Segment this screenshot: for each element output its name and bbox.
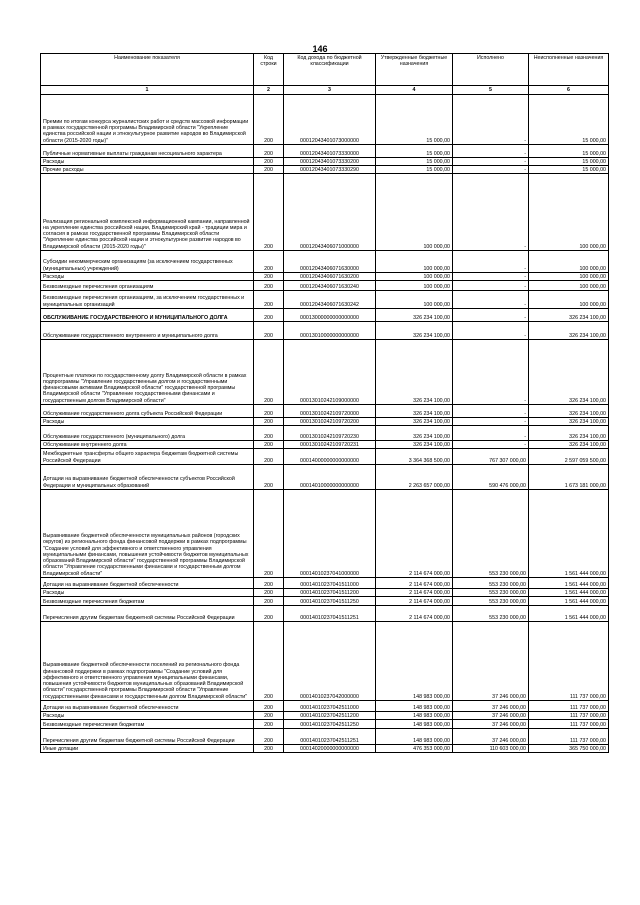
row-income-code: 00014010237042511000 [284,701,376,712]
column-index: 5 [453,86,529,95]
row-approved: 2 114 674 000,00 [376,597,453,606]
table-row [41,490,609,578]
row-line-code: 200 [254,340,284,405]
row-name: Дотации на выравнивание бюджетной обеспеченности [41,701,254,712]
row-approved: 100 000,00 [376,273,453,281]
row-unexecuted: 326 234 100,00 [529,426,609,441]
row-name: Расходы [41,158,254,166]
header-executed: Исполнено [453,54,529,86]
row-executed: - [453,340,529,405]
row-income-code: 00012043406071000000 [284,174,376,251]
row-unexecuted: 326 234 100,00 [529,441,609,449]
row-executed: 553 230 000,00 [453,490,529,578]
row-line-code: 200 [254,745,284,753]
table-row [41,745,609,753]
row-approved: 2 263 657 000,00 [376,465,453,490]
row-executed: 37 246 000,00 [453,622,529,701]
row-unexecuted: 1 673 181 000,00 [529,465,609,490]
row-name: Дотации на выравнивание бюджетной обеспеченности субъектов Российской Федерации и муниципальных образований [41,465,254,490]
row-name: Иные дотации [41,745,254,753]
row-unexecuted: 1 561 444 000,00 [529,490,609,578]
row-line-code: 200 [254,720,284,729]
row-approved: 148 983 000,00 [376,720,453,729]
row-approved: 476 353 000,00 [376,745,453,753]
row-income-code: 00014010237041511250 [284,597,376,606]
row-approved: 148 983 000,00 [376,701,453,712]
row-executed: - [453,251,529,273]
row-unexecuted: 1 561 444 000,00 [529,597,609,606]
row-executed: 553 230 000,00 [453,578,529,589]
row-unexecuted: 111 737 000,00 [529,729,609,745]
row-income-code: 00014010237041000000 [284,490,376,578]
row-approved: 148 983 000,00 [376,729,453,745]
row-line-code: 200 [254,158,284,166]
row-approved: 15 000,00 [376,145,453,158]
table-row [41,145,609,158]
page-number: 146 [312,44,328,54]
row-name: Процентные платежи по государственному долгу Владимирской области в рамках подпрограммы "Управление государственным долгом и государственными финансовыми активами Владимирской области" государственной программы Владимирской области "Управление государственными финансами и государственным долгом Владимирской области" [41,340,254,405]
row-name: Безвозмездные перечисления бюджетам [41,597,254,606]
row-executed: - [453,145,529,158]
row-approved: 2 114 674 000,00 [376,589,453,597]
table-row [41,166,609,174]
row-line-code: 200 [254,174,284,251]
row-name: Расходы [41,589,254,597]
row-income-code: 00013010242109720200 [284,418,376,426]
row-executed: - [453,174,529,251]
table-row [41,578,609,589]
row-income-code: 00012043401073330000 [284,145,376,158]
row-name: Субсидии некоммерческим организациям (за исключением государственных (муниципальных) учреждений) [41,251,254,273]
row-name: Расходы [41,712,254,720]
row-income-code: 00012043401073000000 [284,95,376,145]
table-row [41,251,609,273]
row-income-code: 00012043406071630200 [284,273,376,281]
row-name: Межбюджетные трансферты общего характера бюджетам бюджетной системы Российской Федерации [41,449,254,465]
row-executed: 37 246 000,00 [453,729,529,745]
row-line-code: 200 [254,281,284,291]
row-income-code: 00014010237041511251 [284,606,376,622]
row-name: Безвозмездные перечисления организациям [41,281,254,291]
row-line-code: 200 [254,95,284,145]
row-executed: 590 476 000,00 [453,465,529,490]
row-line-code: 200 [254,701,284,712]
table-row [41,405,609,418]
row-unexecuted: 111 737 000,00 [529,712,609,720]
row-approved: 2 114 674 000,00 [376,606,453,622]
row-name: Обслуживание государственного внутреннего и муниципального долга [41,322,254,340]
table-row [41,418,609,426]
row-name: Перечисления другим бюджетам бюджетной системы Российской Федерации [41,729,254,745]
header-unexecuted: Неисполненные назначения [529,54,609,86]
row-unexecuted: 15 000,00 [529,95,609,145]
row-approved: 15 000,00 [376,95,453,145]
row-executed: - [453,291,529,309]
row-executed: - [453,273,529,281]
table-row [41,273,609,281]
row-approved: 100 000,00 [376,251,453,273]
row-line-code: 200 [254,251,284,273]
row-approved: 148 983 000,00 [376,622,453,701]
row-executed: 767 307 000,00 [453,449,529,465]
row-name: Расходы [41,273,254,281]
row-executed: - [453,322,529,340]
row-approved: 326 234 100,00 [376,426,453,441]
row-name: Обслуживание государственного долга субъекта Российской Федерации [41,405,254,418]
row-line-code: 200 [254,418,284,426]
row-line-code: 200 [254,273,284,281]
row-line-code: 200 [254,449,284,465]
row-executed: 553 230 000,00 [453,606,529,622]
row-executed: 553 230 000,00 [453,597,529,606]
row-name: Перечисления другим бюджетам бюджетной системы Российской Федерации [41,606,254,622]
header-approved: Утвержденные бюджетные назначения [376,54,453,86]
header-income-code: Код дохода по бюджетной классификации [284,54,376,86]
row-income-code: 00014010237042511200 [284,712,376,720]
table-row [41,426,609,441]
row-line-code: 200 [254,465,284,490]
row-executed: 37 246 000,00 [453,712,529,720]
row-approved: 148 983 000,00 [376,712,453,720]
row-unexecuted: 326 234 100,00 [529,418,609,426]
row-approved: 3 364 368 500,00 [376,449,453,465]
row-executed: - [453,166,529,174]
row-line-code: 200 [254,606,284,622]
table-row [41,340,609,405]
row-line-code: 200 [254,291,284,309]
row-line-code: 200 [254,322,284,340]
row-name: Реализация региональной комплексной информационной кампании, направленной на укрепление единства российской нации, Владимирский край - традиции мира и согласия в рамках государственной программы Владимирской области "Укрепление единства российской нации и этнокультурное развитие народов во Владимирской области (2015-2020 годы)" [41,174,254,251]
row-approved: 100 000,00 [376,281,453,291]
table-row [41,441,609,449]
row-name: Обслуживание государственного (муниципального) долга [41,426,254,441]
column-index-row [41,86,609,95]
row-income-code: 00013010000000000000 [284,322,376,340]
table-row [41,174,609,251]
table-row [41,606,609,622]
row-unexecuted: 111 737 000,00 [529,701,609,712]
row-unexecuted: 15 000,00 [529,158,609,166]
row-line-code: 200 [254,622,284,701]
row-income-code: 00012043401073330290 [284,166,376,174]
row-unexecuted: 365 750 000,00 [529,745,609,753]
row-unexecuted: 15 000,00 [529,166,609,174]
row-line-code: 200 [254,490,284,578]
row-approved: 100 000,00 [376,291,453,309]
row-income-code: 00014010237042511251 [284,729,376,745]
row-line-code: 200 [254,597,284,606]
row-unexecuted: 326 234 100,00 [529,340,609,405]
row-income-code: 00012043406071630000 [284,251,376,273]
row-name: Выравнивание бюджетной обеспеченности поселений из регионального фонда финансовой поддержки в рамках подпрограммы "Создание условий для эффективного и ответственного управления муниципальными финансами, повышения устойчивости бюджетов муниципальных образований Владимирской области" государственной программы Владимирской области "Управление государственными финансами и государственным долгом Владимирской области" [41,622,254,701]
header-row [41,54,609,86]
row-name: Обслуживание внутреннего долга [41,441,254,449]
row-unexecuted: 2 597 059 500,00 [529,449,609,465]
table-row [41,701,609,712]
row-executed: - [453,309,529,322]
row-name: Премии по итогам конкурса журналистских работ и средств массовой информации в рамках государственной программы Владимирской области "Укрепление единства российской нации и этнокультурное развитие народов во Владимирской области (2015-2020 годы)" [41,95,254,145]
row-income-code: 00014010237042511250 [284,720,376,729]
row-executed: - [453,281,529,291]
row-income-code: 00013010242109720230 [284,426,376,441]
row-name: Безвозмездные перечисления бюджетам [41,720,254,729]
row-unexecuted: 326 234 100,00 [529,322,609,340]
row-income-code: 00014010000000000000 [284,465,376,490]
table-row [41,729,609,745]
row-line-code: 200 [254,309,284,322]
table-row [41,712,609,720]
row-income-code: 00014010237041511000 [284,578,376,589]
row-name: Безвозмездные перечисления организациям, за исключением государственных и муниципальных организаций [41,291,254,309]
row-unexecuted: 100 000,00 [529,281,609,291]
row-approved: 326 234 100,00 [376,405,453,418]
table-row [41,281,609,291]
row-name: Публичные нормативные выплаты гражданам несоциального характера [41,145,254,158]
row-line-code: 200 [254,426,284,441]
header-name: Наименование показателя [41,54,254,86]
row-income-code: 00013010242109720231 [284,441,376,449]
row-name: ОБСЛУЖИВАНИЕ ГОСУДАРСТВЕННОГО И МУНИЦИПАЛЬНОГО ДОЛГА [41,309,254,322]
table-row [41,291,609,309]
row-approved: 326 234 100,00 [376,340,453,405]
column-index: 6 [529,86,609,95]
row-unexecuted: 100 000,00 [529,174,609,251]
row-approved: 15 000,00 [376,158,453,166]
column-index: 4 [376,86,453,95]
row-approved: 2 114 674 000,00 [376,578,453,589]
budget-execution-table [40,53,609,753]
row-income-code: 00014000000000000000 [284,449,376,465]
row-income-code: 00014010237042000000 [284,622,376,701]
table-row [41,95,609,145]
row-executed: 110 603 000,00 [453,745,529,753]
column-index: 1 [41,86,254,95]
row-line-code: 200 [254,405,284,418]
row-name: Прочие расходы [41,166,254,174]
row-approved: 15 000,00 [376,166,453,174]
table-row [41,309,609,322]
row-unexecuted: 100 000,00 [529,251,609,273]
table-row [41,158,609,166]
row-unexecuted: 100 000,00 [529,273,609,281]
row-executed: 37 246 000,00 [453,701,529,712]
row-line-code: 200 [254,729,284,745]
table-row [41,589,609,597]
row-approved: 326 234 100,00 [376,309,453,322]
row-line-code: 200 [254,578,284,589]
row-executed: - [453,426,529,441]
row-approved: 326 234 100,00 [376,322,453,340]
table-body [41,95,609,753]
row-approved: 100 000,00 [376,174,453,251]
column-index: 2 [254,86,284,95]
row-unexecuted: 326 234 100,00 [529,309,609,322]
row-executed: - [453,158,529,166]
row-executed: 37 246 000,00 [453,720,529,729]
row-line-code: 200 [254,589,284,597]
row-line-code: 200 [254,441,284,449]
row-executed: - [453,418,529,426]
row-line-code: 200 [254,712,284,720]
table-row [41,597,609,606]
row-unexecuted: 111 737 000,00 [529,622,609,701]
row-executed: 553 230 000,00 [453,589,529,597]
header-line-code: Код строки [254,54,284,86]
row-income-code: 00014010237041511200 [284,589,376,597]
row-line-code: 200 [254,145,284,158]
row-executed: - [453,405,529,418]
row-income-code: 00013010242109000000 [284,340,376,405]
row-name: Расходы [41,418,254,426]
row-name: Дотации на выравнивание бюджетной обеспеченности [41,578,254,589]
row-income-code: 00013000000000000000 [284,309,376,322]
row-income-code: 00012043406071630240 [284,281,376,291]
column-index: 3 [284,86,376,95]
table-row [41,622,609,701]
row-unexecuted: 111 737 000,00 [529,720,609,729]
row-income-code: 00012043401073330200 [284,158,376,166]
table-row [41,449,609,465]
row-line-code: 200 [254,166,284,174]
row-name: Выравнивание бюджетной обеспеченности муниципальных районов (городских округов) из регионального фонда финансовой поддержки в рамках подпрограммы "Создание условий для эффективного и ответственного управления муниципальными финансами, повышения устойчивости бюджетов муниципальных образований Владимирской области" государственной программы Владимирской области "Управление государственными финансами и государственным долгом Владимирской области" [41,490,254,578]
row-unexecuted: 1 561 444 000,00 [529,578,609,589]
table-row [41,720,609,729]
row-approved: 326 234 100,00 [376,418,453,426]
row-income-code: 00012043406071630242 [284,291,376,309]
row-unexecuted: 100 000,00 [529,291,609,309]
row-income-code: 00013010242109720000 [284,405,376,418]
row-unexecuted: 1 561 444 000,00 [529,606,609,622]
row-executed: - [453,95,529,145]
row-executed: - [453,441,529,449]
row-unexecuted: 326 234 100,00 [529,405,609,418]
table-row [41,465,609,490]
row-unexecuted: 15 000,00 [529,145,609,158]
table-row [41,322,609,340]
row-unexecuted: 1 561 444 000,00 [529,589,609,597]
row-income-code: 00014020000000000000 [284,745,376,753]
row-approved: 2 114 674 000,00 [376,490,453,578]
row-approved: 326 234 100,00 [376,441,453,449]
